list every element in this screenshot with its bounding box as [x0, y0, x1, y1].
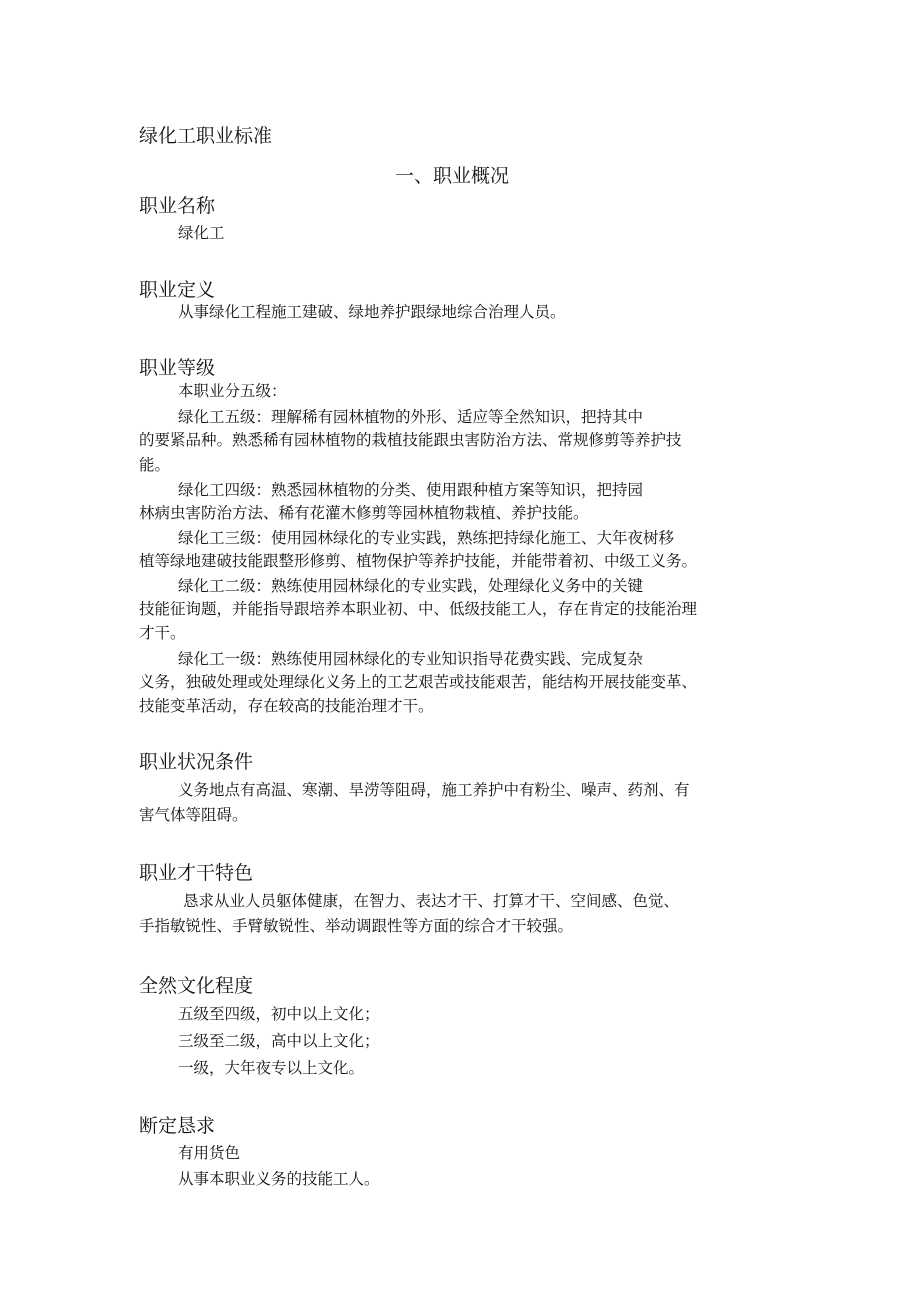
- section-title: 一、职业概况: [395, 165, 510, 187]
- heading-ability-traits: 职业才干特色: [139, 862, 254, 884]
- paragraph-line: 从事本职业义务的技能工人。: [178, 1170, 380, 1188]
- paragraph-line: 三级至二级，高中以上文化；: [178, 1032, 380, 1050]
- heading-assessment-requirements: 断定恳求: [139, 1115, 216, 1137]
- heading-education-level: 全然文化程度: [139, 975, 254, 997]
- paragraph-line: 从事绿化工程施工建破、绿地养护跟绿地综合治理人员。: [178, 303, 566, 321]
- paragraph-line: 绿化工二级：熟练使用园林绿化的专业实践，处理绿化义务中的关键: [178, 577, 644, 595]
- paragraph-line: 才干。: [139, 624, 186, 642]
- paragraph-line: 恳求从业人员躯体健康，在智力、表达才干、打算才干、空间感、色觉、: [183, 892, 680, 910]
- paragraph-line: 林病虫害防治方法、稀有花灌木修剪等园林植物栽植、养护技能。: [139, 504, 589, 522]
- paragraph-line: 能。: [139, 456, 171, 474]
- paragraph-line: 五级至四级，初中以上文化；: [178, 1005, 380, 1023]
- paragraph-line: 绿化工一级：熟练使用园林绿化的专业知识指导花费实践、完成复杂: [178, 650, 644, 668]
- heading-occupation-name: 职业名称: [139, 195, 216, 217]
- paragraph-line: 的要紧品种。熟悉稀有园林植物的栽植技能跟虫害防治方法、常规修剪等养护技: [139, 431, 682, 449]
- paragraph-line: 植等绿地建破技能跟整形修剪、植物保护等养护技能，并能带着初、中级工义务。: [139, 552, 698, 570]
- paragraph-line: 绿化工三级：使用园林绿化的专业实践，熟练把持绿化施工、大年夜树移: [178, 529, 675, 547]
- document-title: 绿化工职业标准: [139, 125, 273, 147]
- paragraph-line: 技能变革活动，存在较高的技能治理才干。: [139, 697, 434, 715]
- paragraph-line: 绿化工五级：理解稀有园林植物的外形、适应等全然知识，把持其中: [178, 408, 644, 426]
- paragraph-line: 手指敏锐性、手臂敏锐性、举动调跟性等方面的综合才干较强。: [139, 917, 574, 935]
- paragraph-line: 义务地点有高温、寒潮、旱涝等阻碍，施工养护中有粉尘、噪声、药剂、有: [178, 781, 690, 799]
- heading-occupation-levels: 职业等级: [139, 357, 216, 379]
- paragraph-line: 有用货色: [178, 1144, 241, 1162]
- paragraph-line: 害气体等阻碍。: [139, 806, 248, 824]
- heading-working-conditions: 职业状况条件: [139, 751, 254, 773]
- paragraph-line: 绿化工四级：熟悉园林植物的分类、使用跟种植方案等知识，把持园: [178, 481, 644, 499]
- heading-occupation-definition: 职业定义: [139, 279, 216, 301]
- paragraph-line: 义务，独破处理或处理绿化义务上的工艺艰苦或技能艰苦，能结构开展技能变革、: [139, 673, 698, 691]
- paragraph-line: 绿化工: [178, 224, 225, 242]
- paragraph-line: 一级，大年夜专以上文化。: [178, 1059, 365, 1077]
- paragraph-line: 本职业分五级：: [178, 382, 287, 400]
- paragraph-line: 技能征询题，并能指导跟培养本职业初、中、低级技能工人，存在肯定的技能治理: [139, 600, 698, 618]
